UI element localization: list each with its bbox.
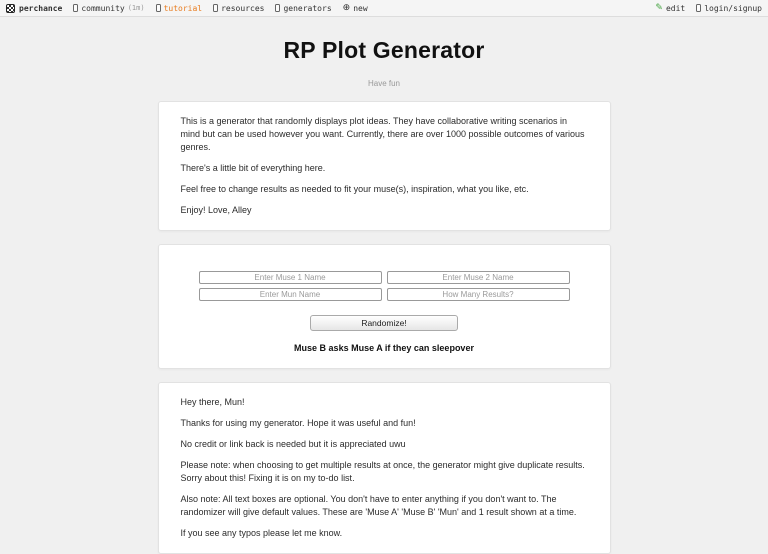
edit-label: edit	[665, 3, 686, 13]
muse2-name-input[interactable]	[387, 271, 570, 284]
nav-item-new[interactable]	[343, 4, 368, 13]
nav-item-resources[interactable]	[213, 4, 264, 13]
community-badge: (1m)	[127, 4, 145, 12]
intro-paragraph: Enjoy! Love, Alley	[180, 205, 252, 215]
intro-card	[158, 101, 611, 231]
perchance-home-link[interactable]	[6, 4, 62, 13]
page-subtitle: Have fun	[367, 79, 401, 88]
top-navbar	[0, 0, 768, 17]
outro-paragraph: If you see any typos please let me know.	[180, 528, 343, 538]
nav-left-group	[6, 4, 368, 13]
nav-item-community[interactable]	[73, 4, 144, 13]
die-icon	[213, 4, 218, 12]
die-icon	[156, 4, 161, 12]
brand-label: perchance	[19, 3, 63, 13]
pencil-icon: ✎	[655, 2, 663, 13]
nav-item-generators[interactable]	[275, 4, 331, 13]
outro-paragraph: Please note: when choosing to get multiple results at once, the generator might give duplicate results. Sorry about this! Fixing it is on my to-do list.	[180, 460, 585, 483]
plot-result-text: Muse B asks Muse A if they can sleepover	[294, 343, 474, 353]
results-count-input[interactable]	[387, 288, 570, 301]
new-label: new	[353, 3, 368, 13]
resources-label: resources	[221, 3, 265, 13]
community-label: community	[81, 3, 125, 13]
outro-paragraph: Hey there, Mun!	[180, 397, 245, 407]
die-icon	[73, 4, 78, 12]
generators-label: generators	[283, 3, 332, 13]
lock-icon	[696, 4, 701, 12]
intro-paragraph: Feel free to change results as needed to fit your muse(s), inspiration, what you like, etc.	[180, 184, 529, 194]
page-title: RP Plot Generator	[283, 37, 485, 63]
intro-paragraph: This is a generator that randomly displays plot ideas. They have collaborative writing scenarios in mind but can be used however you want. Currently, there are over 1000 possible outcomes of various genres.	[180, 116, 585, 152]
login-label: login/signup	[704, 3, 762, 13]
perchance-logo-icon	[6, 4, 15, 13]
intro-paragraph: There's a little bit of everything here.	[180, 163, 326, 173]
randomize-button[interactable]: Randomize!	[310, 315, 458, 331]
outro-card	[158, 382, 611, 554]
generator-card	[158, 244, 611, 369]
outro-paragraph: Also note: All text boxes are optional. You don't have to enter anything if you don't want to. The randomizer will give default values. These are 'Muse A' 'Muse B' 'Mun' and 1 result shown at a time.	[180, 494, 577, 517]
die-icon	[275, 4, 280, 12]
nav-item-tutorial[interactable]	[156, 4, 203, 13]
edit-link[interactable]	[655, 4, 685, 13]
inputs-grid	[199, 271, 570, 301]
muse1-name-input[interactable]	[199, 271, 382, 284]
login-signup-link[interactable]	[696, 4, 762, 13]
outro-paragraph: Thanks for using my generator. Hope it was useful and fun!	[180, 418, 416, 428]
nav-right-group	[655, 4, 762, 13]
mun-name-input[interactable]	[199, 288, 382, 301]
plus-circle-icon: ⊕	[342, 2, 351, 13]
tutorial-label: tutorial	[163, 3, 203, 13]
outro-paragraph: No credit or link back is needed but it is appreciated uwu	[180, 439, 406, 449]
